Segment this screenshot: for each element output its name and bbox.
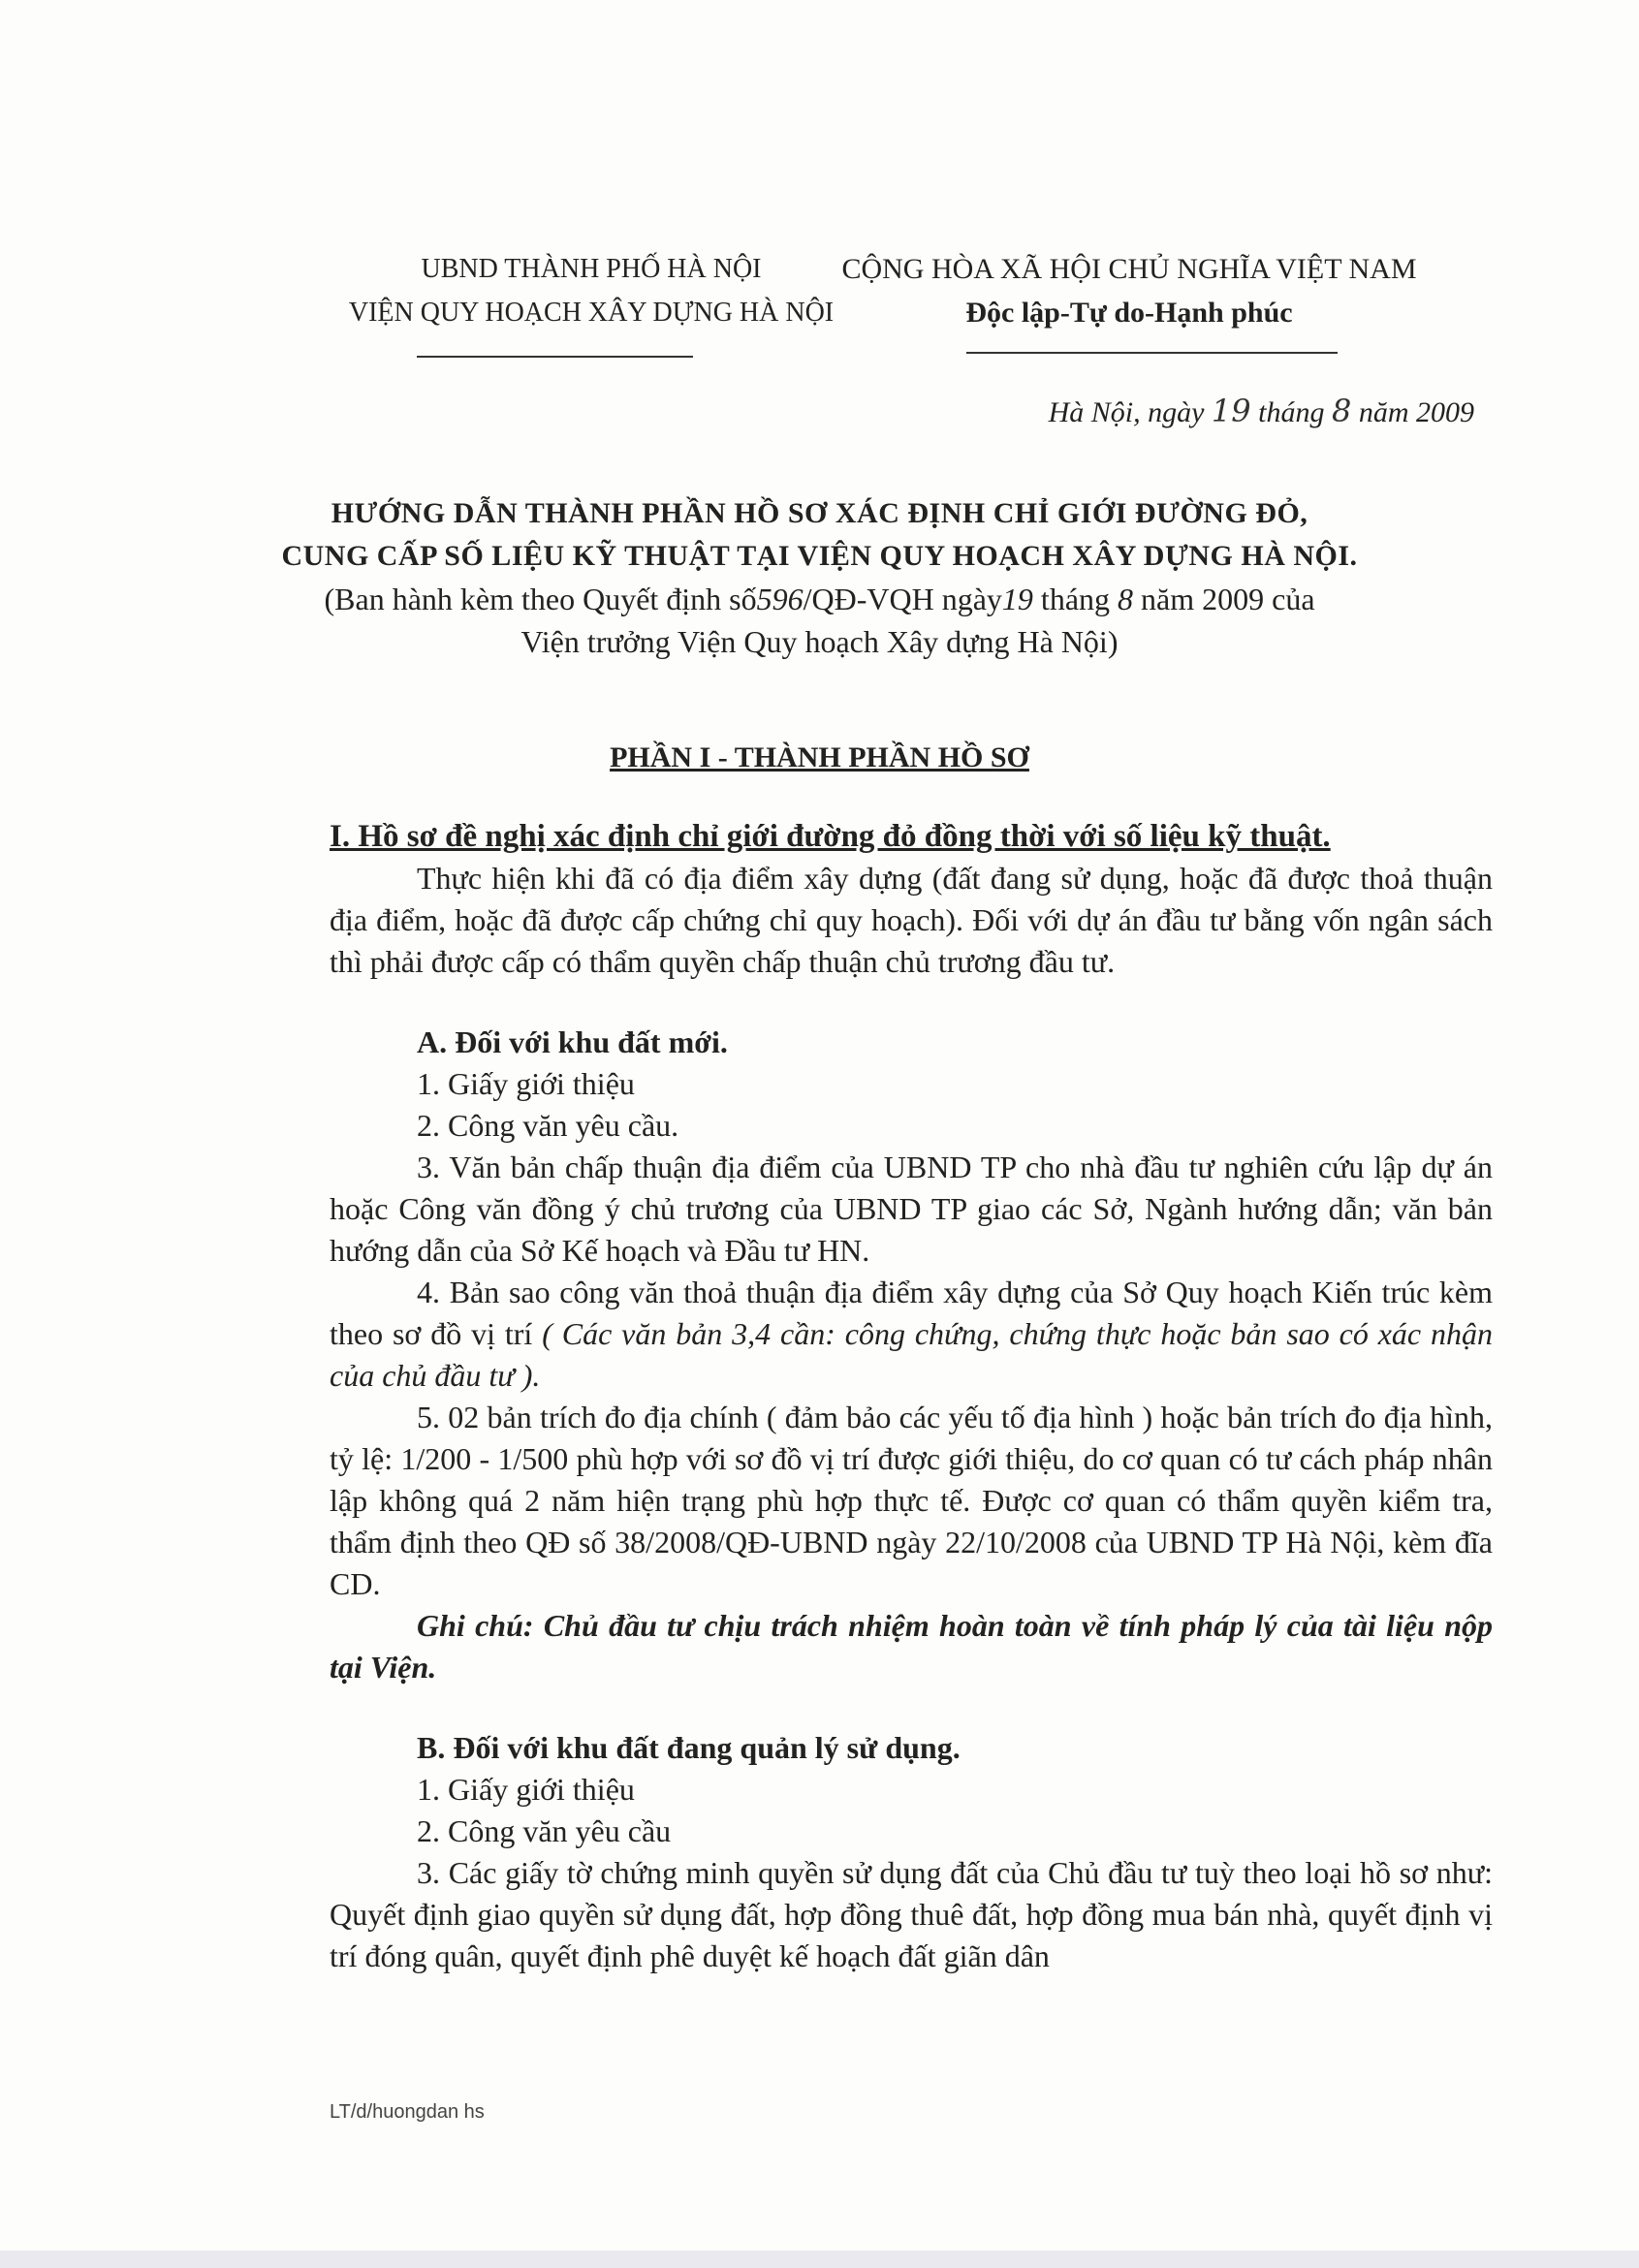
decision-month: 8	[1118, 582, 1134, 616]
title-subline-2: Viện trưởng Viện Quy hoạch Xây dựng Hà Nội)	[520, 624, 1119, 659]
section-1-heading: I. Hồ sơ đề nghị xác định chỉ giới đường đỏ đồng thời với số liệu kỹ thuật.	[330, 819, 1331, 854]
national-motto	[824, 247, 1434, 334]
document-body	[330, 816, 1493, 1977]
item-4-italic-note: ( Các văn bản 3,4 cần: công chứng, chứng thực hoặc bản sao có xác nhận của chủ đầu tư ).	[330, 1316, 1494, 1393]
date-month: 8	[1331, 393, 1352, 429]
section-a-note: Ghi chú: Chủ đầu tư chịu trách nhiệm hoàn toàn về tính pháp lý của tài liệu nộp tại Viện.	[330, 1608, 1493, 1685]
scan-bottom-edge	[0, 2251, 1639, 2268]
sub-text-c: tháng	[1040, 582, 1111, 616]
agency-underline	[417, 356, 693, 358]
title-line-2: CUNG CẤP SỐ LIỆU KỸ THUẬT TẠI VIỆN QUY HOẠCH XÂY DỰNG HÀ NỘI.	[281, 540, 1358, 572]
section-b-item-3: 3. Các giấy tờ chứng minh quyền sử dụng đất của Chủ đầu tư tuỳ theo loại hồ sơ như: Quyết định giao quyền sử dụng đất, hợp đồng thuê đất, hợp đồng mua bán nhà, quyết định vị trí đóng quân, quyết định phê duyệt kế hoạch đất giãn dân	[330, 1855, 1493, 1973]
issuing-agency	[320, 247, 863, 334]
section-a-item-5: 5. 02 bản trích đo địa chính ( đảm bảo các yếu tố địa hình ) hoặc bản trích đo địa hình, tỷ lệ: 1/200 - 1/500 phù hợp với sơ đồ vị trí được giới thiệu, do cơ quan có tư cách pháp nhân lập không quá 2 năm hiện trạng phù hợp thực tế. Được cơ quan có thẩm quyền kiểm tra, thẩm định theo QĐ số 38/2008/QĐ-UBND ngày 22/10/2008 của UBND TP Hà Nội, kèm đĩa CD.	[330, 1400, 1493, 1601]
part-heading: PHẦN I - THÀNH PHẦN HỒ SƠ	[610, 741, 1029, 773]
sub-text-d: năm 2009 của	[1141, 582, 1315, 616]
title-subline-1	[0, 578, 1639, 620]
motto-line-2: Độc lập-Tự do-Hạnh phúc	[965, 297, 1293, 329]
date-year: năm 2009	[1358, 396, 1474, 428]
agency-line-1: UBND THÀNH PHỐ HÀ NỘI	[421, 254, 762, 284]
section-a-item-4	[330, 1272, 1493, 1397]
section-a-item-2: 2. Công văn yêu cầu.	[417, 1108, 679, 1143]
section-b-item-1: 1. Giấy giới thiệu	[417, 1772, 635, 1807]
date-month-label: tháng	[1258, 396, 1325, 428]
section-a-item-3: 3. Văn bản chấp thuận địa điểm của UBND TP cho nhà đầu tư nghiên cứu lập dự án hoặc Công văn đồng ý chủ trương của UBND TP giao các Sở, Ngành hướng dẫn; văn bản hướng dẫn của Sở Kế hoạch và Đầu tư HN.	[330, 1150, 1493, 1268]
document-title	[0, 492, 1639, 663]
document-header	[0, 247, 1639, 373]
title-line-1: HƯỚNG DẪN THÀNH PHẦN HỒ SƠ XÁC ĐỊNH CHỈ GIỚI ĐƯỜNG ĐỎ,	[331, 497, 1308, 529]
date-day: 19	[1211, 393, 1251, 429]
file-reference: LT/d/huongdan hs	[330, 2101, 485, 2123]
sub-text-a: (Ban hành kèm theo Quyết định số	[324, 582, 757, 616]
item-4-text: 4. Bản sao công văn thoả thuận địa điểm xây dựng của Sở Quy hoạch Kiến trúc kèm theo sơ đồ vị trí	[330, 1275, 1493, 1351]
section-1-intro: Thực hiện khi đã có địa điểm xây dựng (đất đang sử dụng, hoặc đã được thoả thuận địa điểm, hoặc đã được cấp chứng chỉ quy hoạch). Đối với dự án đầu tư bằng vốn ngân sách thì phải được cấp có thẩm quyền chấp thuận chủ trương đầu tư.	[330, 861, 1493, 979]
motto-line-1: CỘNG HÒA XÃ HỘI CHỦ NGHĨA VIỆT NAM	[841, 253, 1417, 285]
section-b-heading: B. Đối với khu đất đang quản lý sử dụng.	[417, 1730, 961, 1765]
sub-text-b: /QĐ-VQH ngày	[803, 582, 1002, 616]
date-prefix: Hà Nội, ngày	[1048, 396, 1205, 428]
decision-number: 596	[756, 582, 804, 616]
motto-underline	[966, 352, 1338, 354]
section-b-item-2: 2. Công văn yêu cầu	[417, 1813, 672, 1848]
agency-line-2: VIỆN QUY HOẠCH XÂY DỰNG HÀ NỘI	[348, 298, 835, 328]
document-date	[1049, 393, 1474, 429]
section-a-heading: A. Đối với khu đất mới.	[417, 1024, 728, 1059]
decision-day: 19	[1001, 582, 1033, 616]
section-a-item-1: 1. Giấy giới thiệu	[417, 1066, 635, 1101]
